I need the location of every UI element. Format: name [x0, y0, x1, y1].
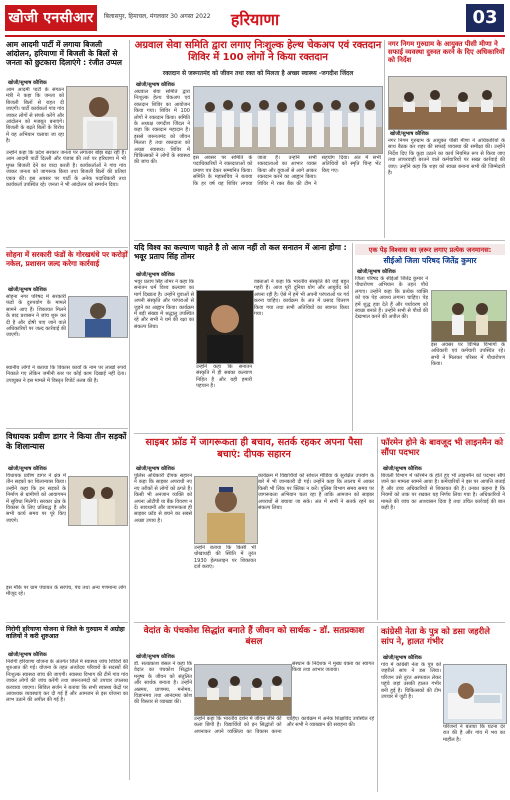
story7-headline: विधायक प्रवीण डागर ने किया तीन सड़कों के शिलान्यास — [6, 432, 127, 451]
divider — [134, 622, 505, 623]
divider — [384, 40, 385, 238]
story4-byline: खोजी/सुभाष कौशिक — [8, 287, 47, 293]
divider — [129, 40, 130, 780]
story6-byline: खोजी/सुभाष कौशिक — [357, 269, 396, 275]
story8-text-right: कार्यक्रम में विद्यार्थियों को सोशल मीडिया के सुरक्षित उपयोग के बारे में भी जानकारी दी गई। उन्होंने कहा कि लालच में आकर किसी भी लिंक पर क्लिक न करें। पुलिस विभाग समय समय पर जागरूकता अभियान चला रहा है ताकि आमजन को साइबर अपराधों से बचाया जा सके। अंत में सभी ने सतर्क रहने का संकल्प लिया। — [258, 473, 374, 512]
story9-headline: फॉरमेन होने के बावजूद भी लाइनमैन को सौंपा पदभार — [381, 437, 504, 458]
story6-text-cont: इस अवसर पर विभिन्न विभागों के अधिकारी एवं कर्मचारी उपस्थित रहे। सभी ने मिलकर परिसर में पौधारोपण किया। — [431, 342, 505, 368]
story1-byline: खोजी/सुभाष कौशिक — [8, 80, 47, 86]
story5-text-right: वक्ताओं ने कहा कि भारतीय संस्कृति की जड़ें बहुत गहरी हैं। आज पूरी दुनिया योग और आयुर्वेद को अपना रही है। ऐसे में हमें भी अपनी परंपराओं पर गर्व करना चाहिए। कार्यक्रम के अंत में प्रसाद वितरण किया गया तथा सभी अतिथियों का स्वागत किया गया। — [254, 279, 349, 318]
page-number: 03 — [466, 4, 504, 32]
story5-text-mid: उन्होंने कहा कि सनातन संस्कृति में ही सबका कल्याण निहित है और यही हमारी पहचान है। — [196, 364, 252, 390]
story5-byline: खोजी/सुभाष कौशिक — [136, 272, 175, 278]
divider — [6, 247, 128, 248]
story1-photo — [66, 86, 128, 150]
story5-photo — [196, 290, 254, 364]
story4-headline: सोहना में सरकारी फंडों के गोरखधंधे पर करोड़ों नकेल, प्रशासन जल्द करेगा कार्रवाई — [6, 250, 128, 268]
story1-headline: आम आदमी पार्टी में लगाया बिजली आंदोलन, हरियाणा में बिजली के बिलों से जनता को छुटकारा दिलाएंगे : रंजीत उप्पल — [6, 40, 122, 67]
section-title: हरियाणा — [230, 10, 280, 29]
divider — [6, 428, 128, 429]
story3-photo — [388, 76, 507, 130]
story6-banner: एक पेड़ विश्वास का ज़रूर लगाए प्रत्येक जनमानस: — [355, 244, 505, 255]
divider — [134, 240, 505, 241]
story11-text-cont: उन्होंने कहा कि भारतीय दर्शन में जीवन जीने की कला छिपी है। विद्यार्थियों को इन सिद्धांतों को अपनाकर अपने व्यक्तित्व का विकास करना चाहिए। कार्यक्रम में अनेक शिक्षाविद उपस्थित रहे और सभी ने व्याख्यान की सराहना की। — [194, 716, 374, 735]
masthead-rule — [5, 35, 505, 37]
story8-byline: खोजी/सुभाष कौशिक — [136, 466, 175, 472]
story12-text-cont: परिजनों ने बताया कि घटना देर रात की है और गांव में भय का माहौल है। — [443, 724, 505, 743]
story11-headline: वेदांत के पंचकोश सिद्धांत बनाते हैं जीवन को सार्थक - डॉ. सतप्रकाश बंसल — [143, 626, 365, 647]
story11-text: डॉ. सतप्रकाश बंसल ने कहा कि वेदांत का पंचकोश सिद्धांत मनुष्य के जीवन को संतुलित और सार्थक बनाता है। उन्होंने अन्नमय, प्राणमय, मनोमय, विज्ञानमय तथा आनंदमय कोश की विस्तार से व्याख्या की। — [134, 661, 192, 706]
story6-headline: सीईओ जिला परिषद जितेंद्र कुमार — [383, 256, 477, 265]
story2-text-cont: इस अवसर पर समिति के पदाधिकारियों ने रक्तदाताओं को प्रमाण पत्र देकर सम्मानित किया। समिति के महासचिव ने बताया कि हर वर्ष यह शिविर लगाया जाता है। उन्होंने सभी रक्तदाताओं का आभार व्यक्त किया और युवाओं से आगे आकर रक्तदान करने का आह्वान किया। शिविर में रक्त बैंक की टीम ने सहयोग दिया। अंत में सभी अतिथियों को स्मृति चिन्ह भेंट किए गए। — [193, 155, 381, 187]
story4-photo — [68, 296, 128, 338]
story8-text: पुलिस अधिकारी दीपक सहारन ने कहा कि साइबर अपराधी नए नए तरीकों से लोगों को ठगते हैं। किसी भी अनजान व्यक्ति को अपना ओटीपी या बैंक विवरण न दें। सावधानी और जागरूकता ही साइबर फ्रॉड से बचने का सबसे अच्छा उपाय है। — [134, 473, 192, 524]
story6-photo — [431, 290, 507, 342]
divider — [6, 622, 128, 623]
story7-photo — [68, 476, 128, 526]
date-line: बिलासपुर, हिमाचल, मंगलवार 30 अगस्त 2022 — [104, 13, 211, 20]
story5-text: भवूर प्रताप सिंह तोमर ने कहा कि सनातन धर्म विश्व कल्याण का मार्ग दिखाता है। उन्होंने युवाओं से अपनी संस्कृति और परंपराओं से जुड़ने का आह्वान किया। कार्यक्रम में बड़ी संख्या में श्रद्धालु उपस्थित रहे और सभी ने धर्म की रक्षा का संकल्प लिया। — [134, 279, 194, 330]
masthead — [0, 0, 510, 36]
story9-byline: खोजी/सुभाष कौशिक — [383, 466, 422, 472]
story10-byline: खोजी/सुभाष कौशिक — [8, 652, 47, 658]
story3-byline: खोजी/सुभाष कौशिक — [390, 131, 429, 137]
story4-text: सोहना नगर परिषद में सरकारी फंडों के दुरुपयोग के मामले सामने आए हैं। शिकायत मिलने के बाद प्रशासन ने जांच शुरू कर दी है और दोषी पाए जाने वाले अधिकारियों पर जल्द कार्रवाई की जाएगी। — [6, 294, 66, 339]
story10-text: निरोगी हरियाणा योजना के अंतर्गत जिले में स्वास्थ्य जांच शिविरों की शुरुआत की गई। योजना के तहत अंत्योदय परिवारों के सदस्यों की निःशुल्क स्वास्थ्य जांच की जाएगी। स्वास्थ्य विभाग की टीमें गांव गांव जाकर लोगों की जांच करेंगी तथा जरूरतमंदों को उपचार उपलब्ध करवाया जाएगा। सिविल सर्जन ने बताया कि सभी स्वास्थ्य केंद्रों पर आवश्यक व्यवस्थाएं कर दी गई हैं और आमजन से इस योजना का लाभ उठाने की अपील की गई है। — [6, 659, 128, 704]
story9-text: बिजली विभाग में फॉरमेन के होते हुए भी लाइनमैन को पदभार सौंपे जाने का मामला सामने आया है। कर्मचारियों ने इस पर आपत्ति जताई है और उच्च अधिकारियों से शिकायत की है। उनका कहना है कि नियमों को ताक पर रखकर यह निर्णय लिया गया है। अधिकारियों ने मामले की जांच का आश्वासन दिया है तथा उचित कार्रवाई की बात कही है। — [381, 473, 505, 512]
story10-headline: निरोगी हरियाणा योजना से जिले के गुरुग्राम में अग्रोहा वालियों ने करी शुरुआत — [6, 626, 125, 641]
divider — [134, 433, 505, 434]
story12-headline: कांग्रेसी नेता के पुत्र को डसा जहरीले सांप ने, हालत गंभीर — [381, 626, 490, 647]
story7-text-cont: इस मौके पर ग्राम पंचायत के सरपंच, पंच तथा अन्य गणमान्य लोग मौजूद रहे। — [6, 585, 126, 598]
story7-byline: खोजी/सुभाष कौशिक — [8, 466, 47, 472]
story11-byline: खोजी/सुभाष कौशिक — [136, 654, 175, 660]
story1-text-cont: उन्होंने कहा कि प्रदेश सरकार जनता पर लगातार बोझ बढ़ा रही है। आम आदमी पार्टी दिल्ली और पंजाब की तर्ज पर हरियाणा में भी मुफ्त बिजली देने का वादा करती है। कार्यकर्ताओं ने गांव गांव जाकर जनता को जागरूक किया तथा बिजली बिलों की प्रतियां एकत्र कीं। इस अवसर पर पार्टी के अनेक पदाधिकारी तथा कार्यकर्ता उपस्थित रहे। जनता ने भी आंदोलन को समर्थन दिया। — [6, 150, 126, 189]
story2-text: अग्रवाल सेवा समिति द्वारा निःशुल्क हेल्थ चेकअप एवं रक्तदान शिविर का आयोजन किया गया। शिविर में 100 लोगों ने रक्तदान किया। समिति के अध्यक्ष जगदीश जिंदल ने कहा कि रक्तदान महादान है। इससे जरूरतमंद को जीवन मिलता है तथा रक्तदाता को अच्छा स्वास्थ्य। शिविर में चिकित्सकों ने लोगों के स्वास्थ्य की जांच की। — [134, 89, 190, 166]
story12-byline: खोजी/सुभाष कौशिक — [383, 655, 422, 661]
story6-text: जिला परिषद के सीईओ जितेंद्र कुमार ने पौधारोपण अभियान के तहत पौधे लगाए। उन्होंने कहा कि प्रत्येक व्यक्ति को एक पेड़ अवश्य लगाना चाहिए। पेड़ हमें शुद्ध हवा देते हैं और पर्यावरण को स्वच्छ बनाते हैं। उन्होंने सभी से पौधों की देखभाल करने की अपील की। — [355, 276, 428, 321]
divider — [377, 626, 378, 792]
story1-text: आम आदमी पार्टी के संगठन मंत्री ने कहा कि जनता को बिजली बिलों से राहत दी जाएगी। पार्टी कार्यकर्ता गांव गांव जाकर लोगों से संपर्क करेंगे और आंदोलन को मजबूत बनाएंगे। बिजली के बढ़ते बिलों के विरोध में यह अभियान चलाया जा रहा है। — [6, 87, 64, 145]
story8-text-mid: उन्होंने बताया कि किसी भी धोखाधड़ी की स्थिति में तुरंत 1930 हेल्पलाइन पर शिकायत दर्ज कराएं। — [194, 545, 256, 571]
story2-headline: अग्रवाल सेवा समिति द्वारा लगाए निःशुल्क हेल्थ चेकअप एवं रक्तदान शिविर में 100 लोगों ने किया रक्तदान — [134, 40, 382, 63]
story4-text-cont: स्थानीय लोगों ने बताया कि विकास कार्यों के नाम पर लाखों रुपये निकाले गए लेकिन जमीनी स्तर पर कोई काम दिखाई नहीं देता। उपायुक्त ने इस मामले में विस्तृत रिपोर्ट तलब की है। — [6, 365, 126, 384]
story3-headline: नगर निगम गुरुग्राम के आयुक्त पीसी मीणा ने सफाई व्यवस्था दुरुस्त करने के दिए अधिकारियों को निर्देश — [388, 40, 505, 65]
story12-photo — [443, 664, 507, 724]
story2-byline: खोजी/सुभाष कौशिक — [136, 82, 175, 88]
divider — [352, 243, 353, 431]
story2-photo — [193, 86, 383, 154]
story5-headline: यदि विश्व का कल्याण चाहते है तो आज नहीं तो कल सनातन में आना होगा : भवूर प्रताप सिंह तोमर — [134, 243, 347, 262]
divider — [377, 437, 378, 620]
story8-photo — [194, 476, 258, 544]
story3-text: नगर निगम गुरुग्राम के आयुक्त पीसी मीणा ने अधिकारियों के साथ बैठक कर शहर की सफाई व्यवस्था की समीक्षा की। उन्होंने निर्देश दिए कि कूड़ा उठाने का कार्य नियमित रूप से किया जाए तथा लापरवाही बरतने वाले कर्मचारियों पर सख्त कार्रवाई की जाए। उन्होंने कहा कि शहर को स्वच्छ बनाना सभी की जिम्मेदारी है। — [388, 138, 505, 177]
story7-text: विधायक प्रवीण डागर ने क्षेत्र में तीन सड़कों का शिलान्यास किया। उन्होंने कहा कि इन सड़कों के निर्माण से ग्रामीणों को आवागमन में सुविधा मिलेगी। सरकार क्षेत्र के विकास के लिए प्रतिबद्ध है और सभी कार्य समय पर पूरे किए जाएंगे। — [6, 473, 66, 524]
story11-photo — [194, 664, 292, 716]
story12-text: गांव में कांग्रेसी नेता के पुत्र को जहरीले सांप ने डस लिया। परिजन उसे तुरंत अस्पताल लेकर पहुंचे जहां उसकी हालत गंभीर बनी हुई है। चिकित्सकों की टीम उपचार में जुटी है। — [381, 662, 441, 701]
story8-headline: साइबर फ्रॉड में जागरूकता ही बचाव, सतर्क रहकर अपना पैसा बचाएं: दीपक सहारन — [145, 437, 363, 460]
brand-logo: खोजी एनसीआर — [5, 5, 97, 31]
story2-subhead: रक्तदान से जरूरतमंद को जीवन तथा रक्त को मिलता है अच्छा स्वास्थ्य -जगदीश जिंदल — [162, 70, 354, 77]
story11-text-right: संस्थान के निदेशक ने मुख्य वक्ता का स्वागत किया तथा आभार जताया। — [292, 661, 374, 674]
